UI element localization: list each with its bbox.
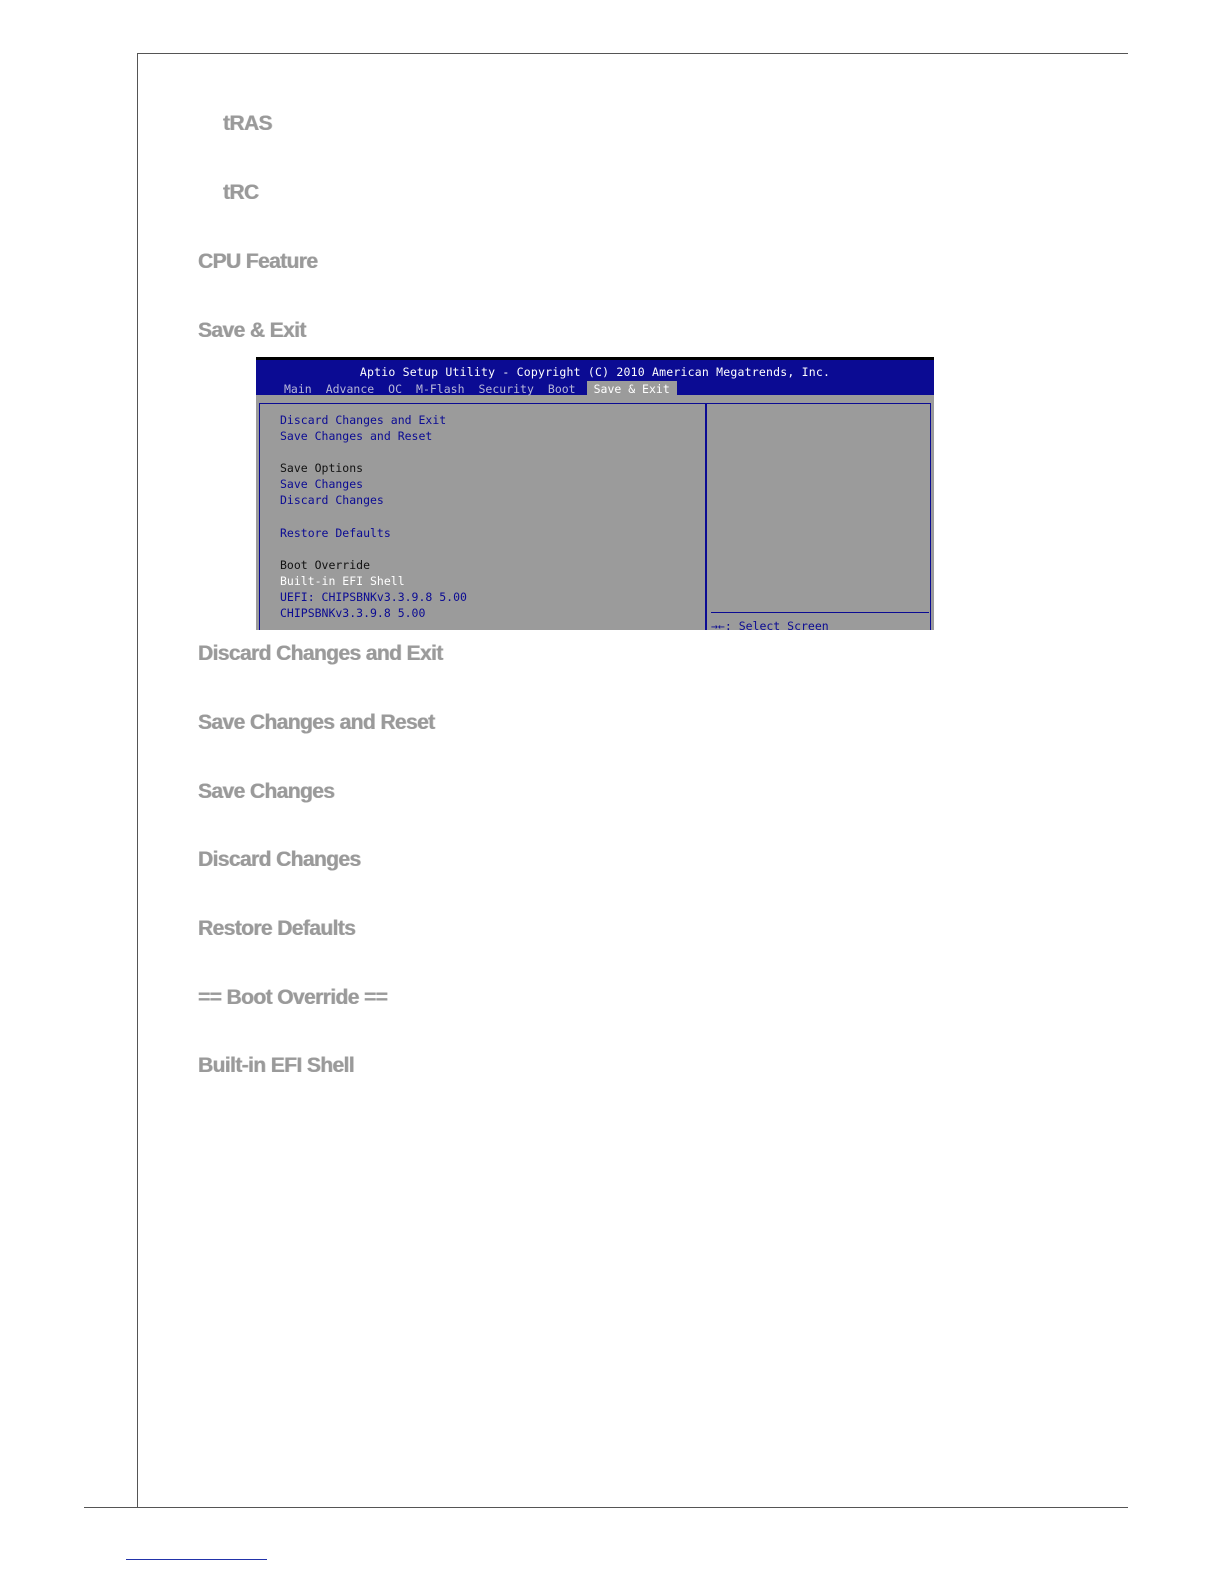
bios-title: Aptio Setup Utility - Copyright (C) 2010 American Megatrends, Inc. [359, 365, 831, 379]
page-frame-bottom-rule [84, 1507, 1128, 1508]
bios-help-panel [706, 403, 931, 630]
heading-discard-changes: Discard Changes [198, 848, 361, 871]
heading-save-changes-reset: Save Changes and Reset [198, 711, 435, 734]
bios-tab-bar [277, 381, 677, 397]
bios-tab-main[interactable]: Main [284, 382, 312, 396]
page-frame-left-rule [137, 53, 138, 1508]
heading-save-exit: Save & Exit [198, 319, 306, 342]
bios-key-hint: →←: Select Screen [711, 619, 829, 630]
bios-tab-save-exit[interactable]: Save & Exit [587, 381, 677, 397]
footer-underline [126, 1559, 267, 1560]
bios-item-restore-defaults[interactable]: Restore Defaults [280, 526, 391, 540]
bios-item-uefi-chipsbnk[interactable]: UEFI: CHIPSBNKv3.3.9.8 5.00 [280, 590, 467, 604]
bios-options-panel [259, 403, 706, 630]
bios-label-boot-override: Boot Override [280, 558, 371, 572]
heading-discard-changes-exit: Discard Changes and Exit [198, 642, 443, 665]
heading-trc: tRC [223, 181, 259, 204]
bios-item-builtin-efi-shell[interactable]: Built-in EFI Shell [280, 574, 405, 588]
page-frame-top-rule [138, 53, 1128, 54]
bios-help-divider [711, 612, 929, 613]
bios-item-chipsbnk[interactable]: CHIPSBNKv3.3.9.8 5.00 [280, 606, 426, 620]
bios-tab-boot[interactable]: Boot [547, 382, 576, 396]
heading-builtin-efi-shell: Built-in EFI Shell [198, 1054, 355, 1077]
bios-item-save-reset[interactable]: Save Changes and Reset [280, 429, 433, 443]
bios-item-save-changes[interactable]: Save Changes [280, 477, 364, 491]
heading-restore-defaults: Restore Defaults [198, 917, 356, 940]
bios-item-discard-changes[interactable]: Discard Changes [280, 493, 384, 507]
heading-tras: tRAS [223, 112, 272, 135]
bios-tab-advance[interactable]: Advance [325, 382, 375, 396]
bios-tab-oc[interactable]: OC [388, 382, 403, 396]
bios-title-bar [256, 357, 934, 395]
bios-tab-m-flash[interactable]: M-Flash [416, 382, 465, 396]
heading-boot-override: == Boot Override == [198, 986, 388, 1009]
bios-label-save-options: Save Options [280, 461, 364, 475]
heading-save-changes: Save Changes [198, 780, 335, 803]
bios-screenshot [256, 357, 934, 630]
heading-cpu-feature: CPU Feature [198, 250, 318, 273]
bios-item-discard-exit[interactable]: Discard Changes and Exit [280, 413, 447, 427]
bios-tab-security[interactable]: Security [478, 382, 534, 396]
